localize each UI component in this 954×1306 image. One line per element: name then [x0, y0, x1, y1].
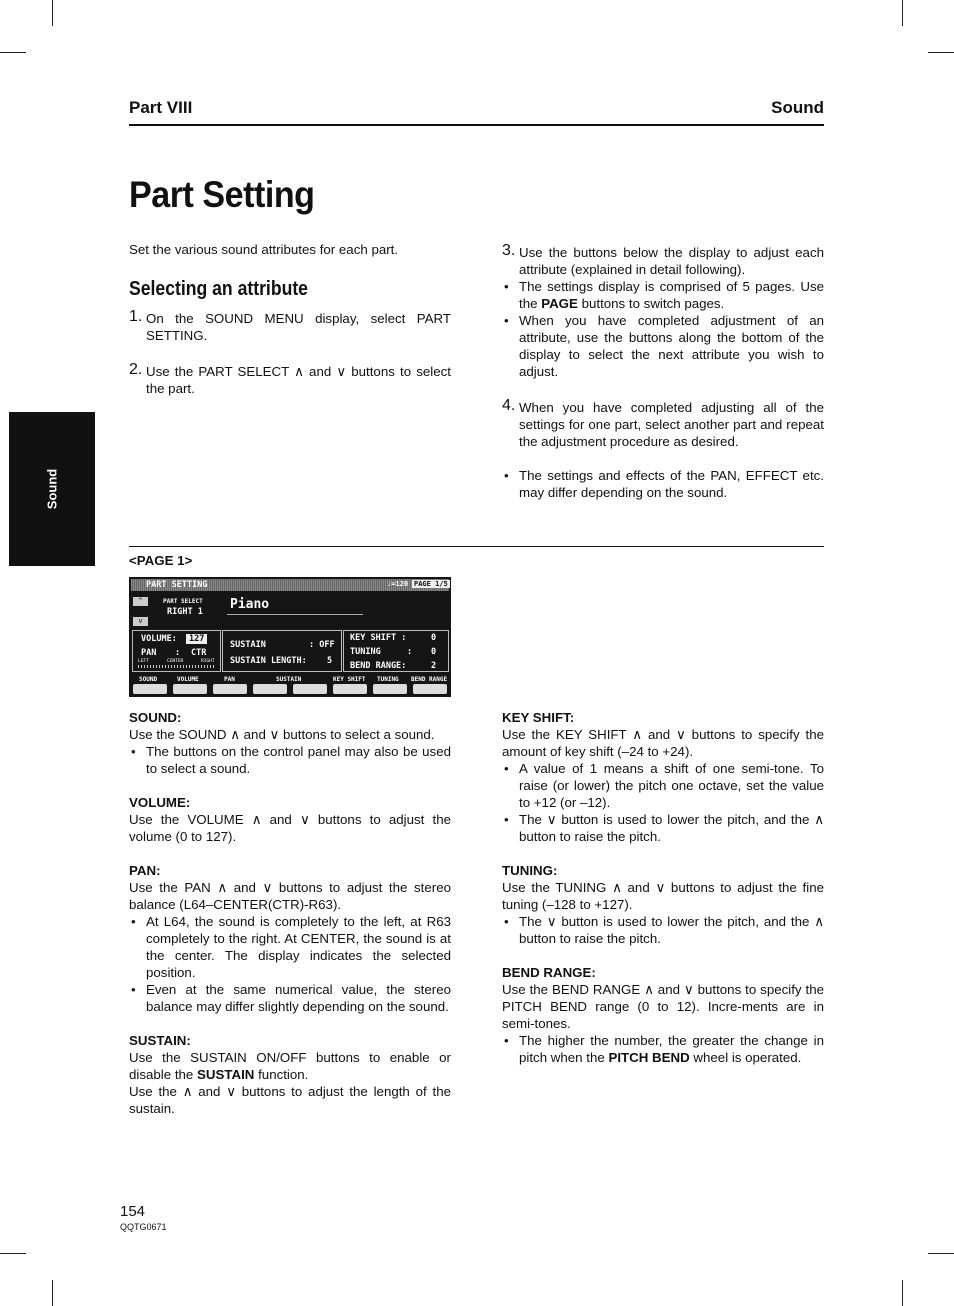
bullet: • A value of 1 means a shift of one semi-tone. To raise (or lower) the pitch one octave, set the value to +12 (or –12). — [502, 760, 824, 811]
bullet: • The settings display is comprised of 5 pages. Use the PAGE buttons to switch pages. — [502, 278, 824, 312]
sustain-length-value: 5 — [327, 656, 333, 666]
bullet: • The buttons on the control panel may also be used to select a sound. — [129, 743, 451, 777]
lcd-display — [129, 577, 451, 697]
crop-mark — [928, 1253, 954, 1254]
step-2 — [129, 363, 451, 397]
sustain-length-button[interactable] — [293, 684, 327, 694]
bullet: • The ∨ button is used to lower the pitch, and the ∧ button to raise the pitch. — [502, 811, 824, 845]
crop-mark — [52, 1280, 53, 1306]
lcd-tempo: ♩=120 — [387, 580, 409, 588]
left-column-sections — [129, 709, 451, 1117]
lcd-button-label: KEY SHIFT — [333, 676, 366, 683]
side-tab — [9, 412, 95, 566]
volume-label: VOLUME: — [141, 634, 177, 644]
section-text: Use the VOLUME ∧ and ∨ buttons to adjust the volume (0 to 127). — [129, 812, 451, 844]
volume-value: 127 — [186, 634, 207, 644]
bullet: • Even at the same numerical value, the stereo balance may differ slightly depending on the sound. — [129, 981, 451, 1015]
subheading: Selecting an attribute — [129, 278, 308, 300]
sustain-onoff-button[interactable] — [253, 684, 287, 694]
header-part-label: Part VIII — [129, 98, 193, 117]
bullet: • When you have completed adjustment of an attribute, use the buttons along the bottom of the display to select the next attribute you wish to adjust. — [502, 312, 824, 380]
crop-mark — [0, 1253, 26, 1254]
note-bullet: • The settings and effects of the PAN, EFFECT etc. may differ depending on the sound. — [502, 467, 824, 501]
sustain-value: : OFF — [309, 640, 335, 650]
key-shift-button[interactable] — [333, 684, 367, 694]
bullet: • At L64, the sound is completely to the left, at R63 completely to the right. At CENTER, the sound is at the center. The display indicates the selected position. — [129, 913, 451, 981]
section-text: Use the PAN ∧ and ∨ buttons to adjust the stereo balance (L64–CENTER(CTR)-R63). — [129, 880, 451, 912]
sound-name: Piano — [230, 597, 270, 612]
step-number: 4. — [502, 397, 516, 414]
pan-scale-center: CENTER — [167, 659, 184, 664]
crop-mark — [928, 52, 954, 53]
page-number: 154 — [120, 1203, 146, 1220]
right-column-top — [502, 244, 824, 501]
lcd-title: PART SETTING — [146, 580, 208, 590]
step-4 — [502, 399, 824, 450]
step-text: When you have completed adjusting all of the settings for one part, select another part and repeat the adjustment procedure as desired. — [519, 400, 824, 449]
key-shift-value: 0 — [431, 633, 437, 643]
part-select-label: PART SELECT — [163, 598, 203, 605]
section-heading: VOLUME: — [129, 795, 191, 810]
bend-range-button[interactable] — [413, 684, 447, 694]
sound-underline — [227, 614, 363, 615]
lcd-page: PAGE 1/5 — [414, 580, 448, 588]
header-section-label: Sound — [771, 98, 824, 117]
tuning-button[interactable] — [373, 684, 407, 694]
tuning-value: 0 — [431, 647, 437, 657]
bend-range-value: 2 — [431, 661, 437, 671]
section-text: Use the KEY SHIFT ∧ and ∨ buttons to specify the amount of key shift (–24 to +24). — [502, 727, 824, 759]
part-select-up-button[interactable]: ^ — [133, 597, 148, 606]
step-number: 1. — [129, 308, 143, 325]
section-heading: SOUND: — [129, 710, 182, 725]
crop-mark — [902, 1280, 903, 1306]
pan-colon: : — [175, 648, 181, 658]
lcd-button-label: TUNING — [377, 676, 399, 683]
lcd-button-label: BEND RANGE — [411, 676, 448, 683]
intro-text: Set the various sound attributes for each part. — [129, 242, 399, 257]
sustain-length-label: SUSTAIN LENGTH: — [230, 656, 307, 666]
pan-scale-bar — [138, 665, 216, 668]
step-text: On the SOUND MENU display, select PART SETTING. — [146, 311, 451, 343]
lcd-button-label: VOLUME — [177, 676, 199, 683]
key-shift-label: KEY SHIFT : — [350, 633, 407, 643]
section-heading: SUSTAIN: — [129, 1033, 191, 1048]
page-label: <PAGE 1> — [129, 553, 193, 568]
section-text: Use the SOUND ∧ and ∨ buttons to select a sound. — [129, 727, 435, 742]
pan-scale-left: LEFT — [138, 659, 149, 664]
part-select-down-button[interactable]: v — [133, 617, 148, 626]
step-3 — [502, 244, 824, 278]
right-column-sections — [502, 709, 824, 1066]
part-value: RIGHT 1 — [167, 607, 203, 617]
pan-button[interactable] — [213, 684, 247, 694]
lcd-button-label: SUSTAIN — [276, 676, 302, 683]
section-heading: BEND RANGE: — [502, 965, 596, 980]
tuning-label: TUNING — [350, 647, 381, 657]
sustain-label: SUSTAIN — [230, 640, 266, 650]
section-text: Use the SUSTAIN ON/OFF buttons to enable or disable the SUSTAIN function. — [129, 1050, 451, 1082]
bullet: • The ∨ button is used to lower the pitch, and the ∧ button to raise the pitch. — [502, 913, 824, 947]
section-text: Use the BEND RANGE ∧ and ∨ buttons to specify the PITCH BEND range (0 to 12). Incre-ments are in semi-tones. — [502, 982, 824, 1031]
document-code: QQTG0671 — [120, 1222, 167, 1232]
step-number: 2. — [129, 361, 143, 378]
crop-mark — [52, 0, 53, 26]
section-text: Use the ∧ and ∨ buttons to adjust the length of the sustain. — [129, 1084, 451, 1116]
section-rule — [129, 546, 824, 547]
pan-label: PAN — [141, 648, 157, 658]
section-heading: PAN: — [129, 863, 161, 878]
pan-value: CTR — [191, 648, 207, 658]
pan-scale-right: RIGHT — [201, 659, 215, 664]
page-title: Part Setting — [129, 174, 315, 215]
tuning-colon: : — [407, 647, 413, 657]
header-rule — [129, 124, 824, 126]
section-text: Use the TUNING ∧ and ∨ buttons to adjust the fine tuning (–128 to +127). — [502, 880, 824, 912]
bullet: • The higher the number, the greater the change in pitch when the PITCH BEND wheel is operated. — [502, 1032, 824, 1066]
sound-button[interactable] — [133, 684, 167, 694]
lcd-button-label: PAN — [224, 676, 235, 683]
step-text: Use the buttons below the display to adjust each attribute (explained in detail following). — [519, 245, 824, 277]
crop-mark — [902, 0, 903, 26]
lcd-button-label: SOUND — [139, 676, 158, 683]
section-heading: TUNING: — [502, 863, 558, 878]
bend-range-label: BEND RANGE: — [350, 661, 407, 671]
left-column-top — [129, 241, 451, 397]
step-number: 3. — [502, 242, 516, 259]
step-text: Use the PART SELECT ∧ and ∨ buttons to select the part. — [146, 364, 451, 396]
volume-button[interactable] — [173, 684, 207, 694]
side-tab-label: Sound — [44, 468, 60, 510]
section-heading: KEY SHIFT: — [502, 710, 575, 725]
step-1 — [129, 310, 451, 344]
crop-mark — [0, 52, 26, 53]
